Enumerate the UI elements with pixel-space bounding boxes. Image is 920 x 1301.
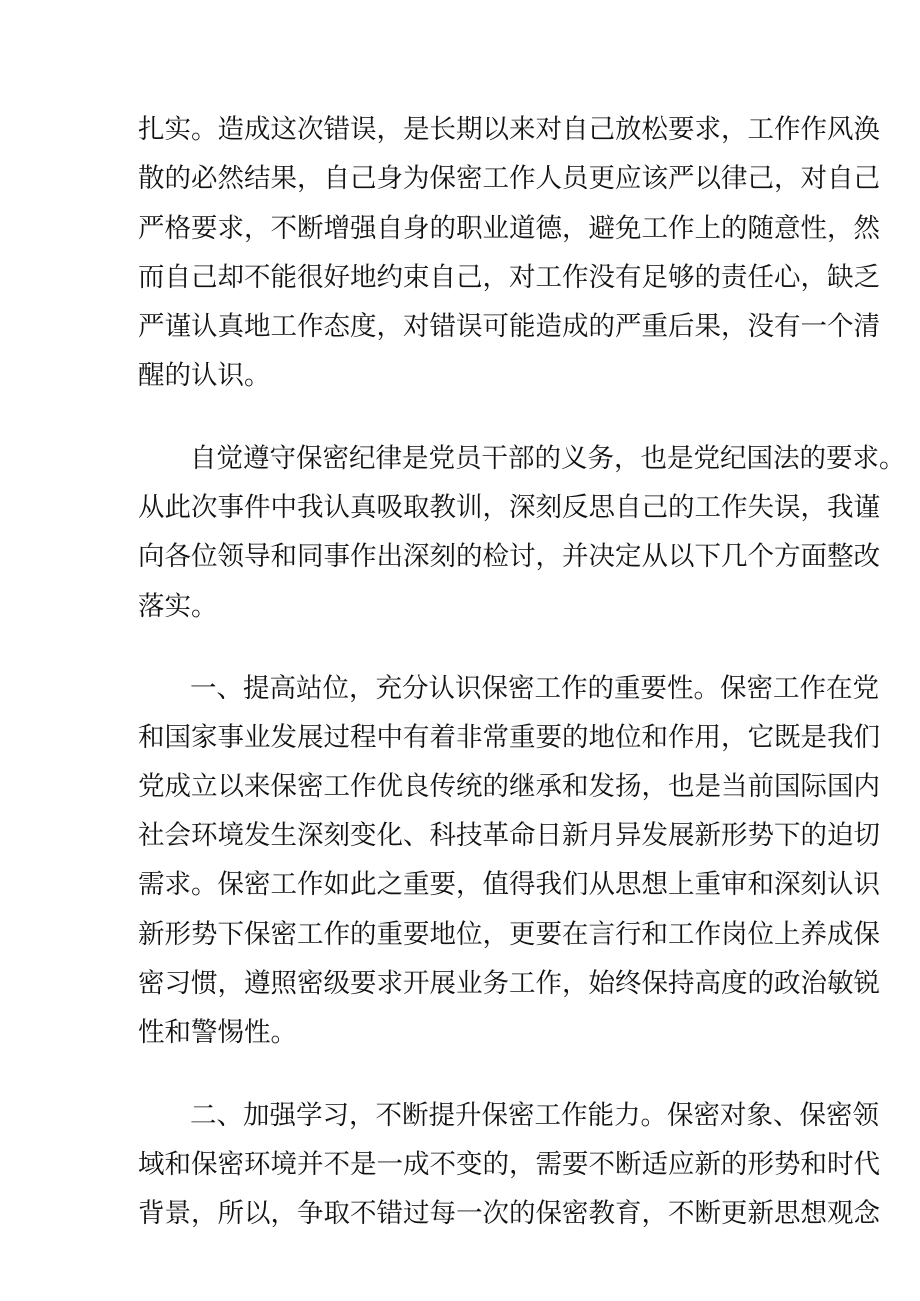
text-line: 需求。保密工作如此之重要，值得我们从思想上重审和深刻认识 — [138, 869, 880, 900]
text-line: 二、加强学习，不断提升保密工作能力。保密对象、保密领 — [190, 1100, 879, 1131]
text-line: 而自己却不能很好地约束自己，对工作没有足够的责任心，缺乏 — [138, 262, 880, 293]
text-line: 社会环境发生深刻变化、科技革命日新月异发展新形势下的迫切 — [138, 820, 880, 851]
text-line: 性和警惕性。 — [138, 1017, 297, 1048]
text-line: 向各位领导和同事作出深刻的检讨，并决定从以下几个方面整改 — [138, 541, 880, 572]
text-line: 域和保密环境并不是一成不变的，需要不断适应新的形势和时代 — [138, 1149, 880, 1180]
text-line: 醒的认识。 — [138, 360, 271, 391]
text-line: 散的必然结果，自己身为保密工作人员更应该严以律己，对自己 — [138, 163, 880, 194]
text-line: 一、提高站位，充分认识保密工作的重要性。保密工作在党 — [190, 673, 879, 704]
text-line: 落实。 — [138, 591, 218, 622]
text-line: 严谨认真地工作态度，对错误可能造成的严重后果，没有一个清 — [138, 311, 880, 342]
text-line: 自觉遵守保密纪律是党员干部的义务，也是党纪国法的要求。 — [190, 443, 906, 474]
text-line: 扎实。造成这次错误，是长期以来对自己放松要求，工作作风涣 — [138, 114, 880, 145]
text-line: 严格要求，不断增强自身的职业道德，避免工作上的随意性，然 — [138, 213, 880, 244]
text-line: 党成立以来保密工作优良传统的继承和发扬，也是当前国际国内 — [138, 771, 880, 802]
text-line: 新形势下保密工作的重要地位，更要在言行和工作岗位上养成保 — [138, 919, 880, 950]
text-line: 和国家事业发展过程中有着非常重要的地位和作用，它既是我们 — [138, 722, 880, 753]
text-line: 背景，所以，争取不错过每一次的保密教育，不断更新思想观念 — [138, 1198, 880, 1229]
text-line: 从此次事件中我认真吸取教训，深刻反思自己的工作失误，我谨 — [138, 492, 880, 523]
text-line: 密习惯，遵照密级要求开展业务工作，始终保持高度的政治敏锐 — [138, 968, 880, 999]
